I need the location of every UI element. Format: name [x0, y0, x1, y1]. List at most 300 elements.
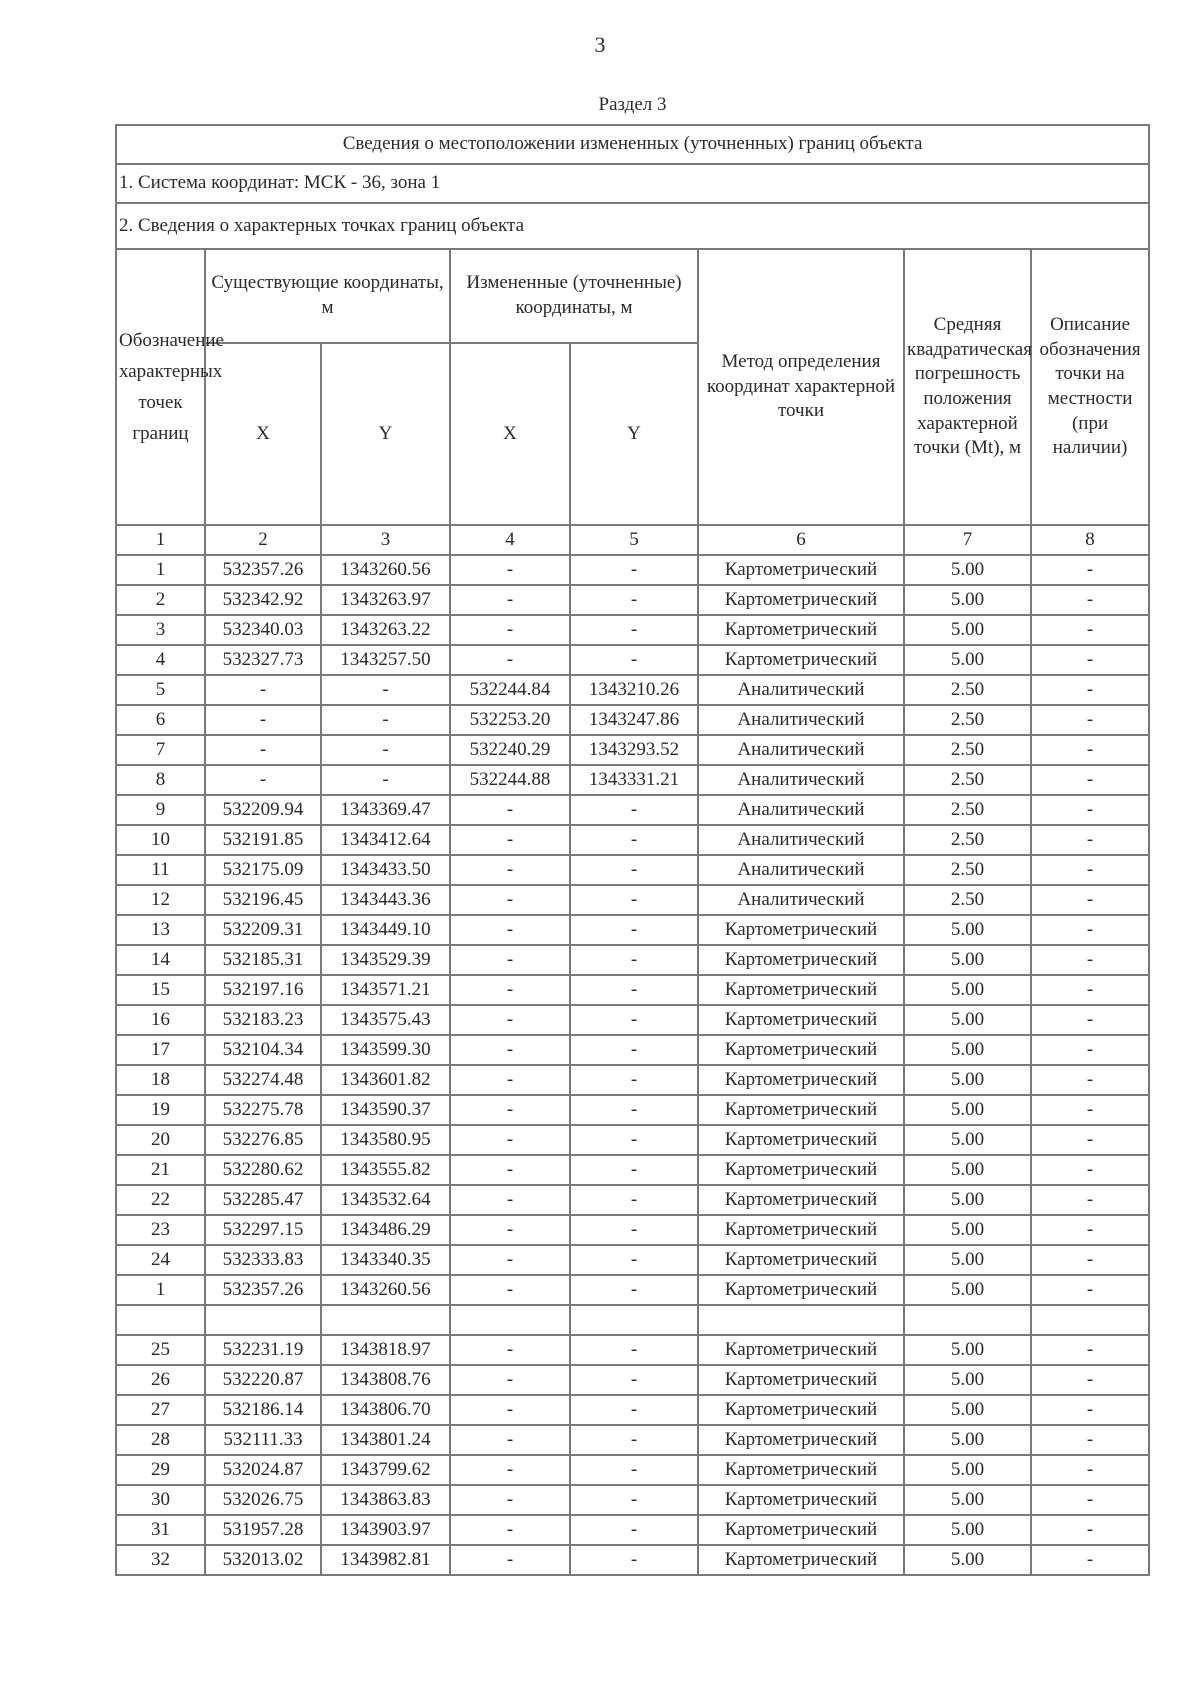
cell-mean-error: 5.00	[904, 1365, 1031, 1395]
cell-description: -	[1031, 1545, 1149, 1575]
table-row	[116, 1425, 1149, 1455]
cell-mean-error: 5.00	[904, 945, 1031, 975]
cell-point-number: 17	[116, 1035, 205, 1065]
cell-changed-x: -	[450, 915, 570, 945]
cell-existing-y: 1343599.30	[321, 1035, 450, 1065]
cell-existing-x: 532209.94	[205, 795, 321, 825]
points-heading-row	[116, 203, 1149, 249]
table-row	[116, 855, 1149, 885]
cell-description: -	[1031, 1245, 1149, 1275]
header-row-top	[116, 249, 1149, 343]
cell-existing-x: 532275.78	[205, 1095, 321, 1125]
header-method: Метод определения координат характерной точки	[698, 249, 904, 525]
cell-existing-y: 1343808.76	[321, 1365, 450, 1395]
cell-method: Картометрический	[698, 1365, 904, 1395]
cell-method: Картометрический	[698, 1185, 904, 1215]
cell-method: Аналитический	[698, 765, 904, 795]
cell-mean-error: 5.00	[904, 1425, 1031, 1455]
cell-changed-x: -	[450, 885, 570, 915]
header-description: Описание обозначения точки на местности (при наличии)	[1031, 249, 1149, 525]
cell-changed-y: 1343210.26	[570, 675, 698, 705]
cell-point-number: 15	[116, 975, 205, 1005]
header-existing-x: X	[205, 343, 321, 525]
column-number: 3	[321, 525, 450, 555]
cell-description: -	[1031, 1425, 1149, 1455]
cell-description: -	[1031, 765, 1149, 795]
cell-point-number: 23	[116, 1215, 205, 1245]
cell-mean-error: 5.00	[904, 1215, 1031, 1245]
cell-description: -	[1031, 735, 1149, 765]
cell-point-number: 27	[116, 1395, 205, 1425]
cell-existing-y: 1343369.47	[321, 795, 450, 825]
cell-description: -	[1031, 1395, 1149, 1425]
cell-changed-x: -	[450, 1335, 570, 1365]
cell-mean-error: 2.50	[904, 735, 1031, 765]
cell-existing-x: 532220.87	[205, 1365, 321, 1395]
table-row	[116, 1005, 1149, 1035]
cell-changed-x: -	[450, 1005, 570, 1035]
cell-method: Картометрический	[698, 1215, 904, 1245]
cell-changed-y: -	[570, 975, 698, 1005]
cell-existing-x: 532327.73	[205, 645, 321, 675]
cell-changed-x: -	[450, 1485, 570, 1515]
cell-existing-x: 532285.47	[205, 1185, 321, 1215]
cell-method: Картометрический	[698, 1005, 904, 1035]
cell-mean-error: 2.50	[904, 795, 1031, 825]
cell-existing-y: 1343806.70	[321, 1395, 450, 1425]
cell-changed-x: -	[450, 555, 570, 585]
cell-existing-y: 1343263.22	[321, 615, 450, 645]
cell-existing-x: 532026.75	[205, 1485, 321, 1515]
cell-method: Аналитический	[698, 705, 904, 735]
cell-changed-y	[570, 1305, 698, 1335]
cell-changed-x: 532244.88	[450, 765, 570, 795]
cell-changed-y: -	[570, 1095, 698, 1125]
cell-changed-x: -	[450, 1515, 570, 1545]
cell-existing-x: 531957.28	[205, 1515, 321, 1545]
cell-point-number: 14	[116, 945, 205, 975]
cell-method: Аналитический	[698, 825, 904, 855]
cell-point-number: 4	[116, 645, 205, 675]
cell-existing-x: 532197.16	[205, 975, 321, 1005]
cell-mean-error: 2.50	[904, 885, 1031, 915]
cell-changed-y: -	[570, 825, 698, 855]
cell-changed-y: -	[570, 645, 698, 675]
cell-method: Аналитический	[698, 735, 904, 765]
cell-point-number: 29	[116, 1455, 205, 1485]
cell-description: -	[1031, 1365, 1149, 1395]
cell-method: Картометрический	[698, 1245, 904, 1275]
cell-description: -	[1031, 1455, 1149, 1485]
cell-existing-y: 1343260.56	[321, 1275, 450, 1305]
cell-changed-y: -	[570, 855, 698, 885]
cell-existing-y: 1343863.83	[321, 1485, 450, 1515]
header-existing-y: Y	[321, 343, 450, 525]
points-heading: 2. Сведения о характерных точках границ объекта	[116, 203, 1149, 249]
table-title-row	[116, 125, 1149, 164]
cell-point-number: 9	[116, 795, 205, 825]
cell-existing-x: 532111.33	[205, 1425, 321, 1455]
cell-existing-x: -	[205, 735, 321, 765]
cell-point-number: 1	[116, 555, 205, 585]
table-row	[116, 1365, 1149, 1395]
cell-mean-error: 5.00	[904, 615, 1031, 645]
cell-changed-y: -	[570, 1215, 698, 1245]
cell-mean-error: 5.00	[904, 1035, 1031, 1065]
cell-changed-x: -	[450, 1365, 570, 1395]
cell-description: -	[1031, 825, 1149, 855]
cell-method	[698, 1305, 904, 1335]
cell-point-number: 20	[116, 1125, 205, 1155]
cell-changed-y: -	[570, 945, 698, 975]
cell-changed-x: 532244.84	[450, 675, 570, 705]
cell-method: Картометрический	[698, 1425, 904, 1455]
cell-description: -	[1031, 645, 1149, 675]
table-row	[116, 675, 1149, 705]
cell-method: Картометрический	[698, 555, 904, 585]
cell-existing-x: 532185.31	[205, 945, 321, 975]
cell-changed-x: -	[450, 645, 570, 675]
table-row	[116, 975, 1149, 1005]
cell-existing-y: 1343263.97	[321, 585, 450, 615]
cell-changed-y: -	[570, 585, 698, 615]
cell-description: -	[1031, 675, 1149, 705]
cell-changed-y: 1343293.52	[570, 735, 698, 765]
table-row	[116, 585, 1149, 615]
coordinate-system: 1. Система координат: МСК - 36, зона 1	[116, 164, 1149, 203]
cell-description: -	[1031, 855, 1149, 885]
cell-description: -	[1031, 705, 1149, 735]
cell-point-number: 2	[116, 585, 205, 615]
cell-description: -	[1031, 975, 1149, 1005]
cell-existing-y: 1343433.50	[321, 855, 450, 885]
header-changed-y: Y	[570, 343, 698, 525]
cell-existing-x: 532104.34	[205, 1035, 321, 1065]
cell-mean-error: 5.00	[904, 915, 1031, 945]
cell-changed-x: 532240.29	[450, 735, 570, 765]
cell-changed-x: -	[450, 945, 570, 975]
cell-description: -	[1031, 1485, 1149, 1515]
cell-description: -	[1031, 885, 1149, 915]
cell-mean-error: 5.00	[904, 585, 1031, 615]
table-row	[116, 1395, 1149, 1425]
cell-mean-error: 5.00	[904, 1455, 1031, 1485]
table-row	[116, 825, 1149, 855]
cell-existing-x	[205, 1305, 321, 1335]
table-row	[116, 645, 1149, 675]
cell-existing-y: 1343571.21	[321, 975, 450, 1005]
cell-changed-y: -	[570, 1335, 698, 1365]
cell-changed-y: -	[570, 885, 698, 915]
cell-method: Картометрический	[698, 1155, 904, 1185]
section-title: Раздел 3	[598, 94, 667, 115]
cell-mean-error: 5.00	[904, 1485, 1031, 1515]
cell-changed-x: -	[450, 1215, 570, 1245]
cell-mean-error: 5.00	[904, 1335, 1031, 1365]
cell-changed-x	[450, 1305, 570, 1335]
column-number: 4	[450, 525, 570, 555]
cell-point-number: 5	[116, 675, 205, 705]
cell-method: Картометрический	[698, 915, 904, 945]
table-row	[116, 1455, 1149, 1485]
cell-changed-y: -	[570, 1455, 698, 1485]
cell-method: Картометрический	[698, 1065, 904, 1095]
cell-mean-error: 5.00	[904, 1185, 1031, 1215]
table-row	[116, 1545, 1149, 1575]
cell-existing-x: 532013.02	[205, 1545, 321, 1575]
cell-method: Картометрический	[698, 1035, 904, 1065]
cell-method: Картометрический	[698, 1275, 904, 1305]
cell-description: -	[1031, 1155, 1149, 1185]
cell-existing-x: 532274.48	[205, 1065, 321, 1095]
cell-point-number: 32	[116, 1545, 205, 1575]
cell-point-number: 30	[116, 1485, 205, 1515]
cell-existing-y: 1343443.36	[321, 885, 450, 915]
cell-existing-y: 1343532.64	[321, 1185, 450, 1215]
column-numbers-row	[116, 525, 1149, 555]
table-row	[116, 1125, 1149, 1155]
cell-existing-y: 1343412.64	[321, 825, 450, 855]
cell-existing-y: -	[321, 675, 450, 705]
cell-changed-x: -	[450, 975, 570, 1005]
cell-changed-x: -	[450, 855, 570, 885]
cell-changed-y: -	[570, 1035, 698, 1065]
cell-existing-x: -	[205, 675, 321, 705]
cell-description: -	[1031, 1125, 1149, 1155]
cell-existing-x: -	[205, 765, 321, 795]
cell-existing-y: 1343903.97	[321, 1515, 450, 1545]
cell-existing-y: 1343590.37	[321, 1095, 450, 1125]
cell-changed-x: -	[450, 1065, 570, 1095]
cell-point-number: 11	[116, 855, 205, 885]
page-number: 3	[594, 32, 606, 57]
cell-changed-y: -	[570, 1485, 698, 1515]
cell-point-number: 22	[116, 1185, 205, 1215]
cell-mean-error: 2.50	[904, 675, 1031, 705]
cell-changed-y: -	[570, 1125, 698, 1155]
cell-changed-y: -	[570, 615, 698, 645]
column-number: 7	[904, 525, 1031, 555]
cell-point-number: 21	[116, 1155, 205, 1185]
cell-existing-y: 1343575.43	[321, 1005, 450, 1035]
cell-method: Картометрический	[698, 1125, 904, 1155]
cell-changed-y: -	[570, 1515, 698, 1545]
cell-existing-y: 1343555.82	[321, 1155, 450, 1185]
cell-existing-x: 532183.23	[205, 1005, 321, 1035]
cell-changed-x: -	[450, 1035, 570, 1065]
table-title: Сведения о местоположении измененных (уточненных) границ объекта	[116, 125, 1149, 164]
cell-changed-x: -	[450, 1125, 570, 1155]
cell-method: Картометрический	[698, 975, 904, 1005]
cell-method: Картометрический	[698, 945, 904, 975]
cell-changed-y: -	[570, 1005, 698, 1035]
cell-existing-x: 532357.26	[205, 1275, 321, 1305]
column-number: 1	[116, 525, 205, 555]
table-row	[116, 1485, 1149, 1515]
cell-method: Аналитический	[698, 675, 904, 705]
table-row	[116, 735, 1149, 765]
cell-method: Картометрический	[698, 1455, 904, 1485]
cell-description: -	[1031, 1185, 1149, 1215]
cell-description: -	[1031, 615, 1149, 645]
cell-point-number: 24	[116, 1245, 205, 1275]
header-changed-coords: Измененные (уточненные) координаты, м	[450, 249, 698, 343]
cell-point-number: 19	[116, 1095, 205, 1125]
cell-changed-x: -	[450, 1425, 570, 1455]
cell-existing-x: 532024.87	[205, 1455, 321, 1485]
cell-existing-x: 532276.85	[205, 1125, 321, 1155]
cell-description: -	[1031, 1005, 1149, 1035]
cell-changed-y: 1343247.86	[570, 705, 698, 735]
cell-changed-y: 1343331.21	[570, 765, 698, 795]
cell-changed-y: -	[570, 1245, 698, 1275]
table-row	[116, 1515, 1149, 1545]
table-row	[116, 1185, 1149, 1215]
cell-point-number: 16	[116, 1005, 205, 1035]
cell-changed-y: -	[570, 1185, 698, 1215]
cell-existing-y: 1343801.24	[321, 1425, 450, 1455]
coordinate-system-row	[116, 164, 1149, 203]
cell-method: Картометрический	[698, 1515, 904, 1545]
cell-point-number: 6	[116, 705, 205, 735]
cell-existing-y: 1343818.97	[321, 1335, 450, 1365]
cell-existing-x: 532280.62	[205, 1155, 321, 1185]
cell-description	[1031, 1305, 1149, 1335]
column-number: 5	[570, 525, 698, 555]
cell-changed-y: -	[570, 795, 698, 825]
cell-changed-x: -	[450, 615, 570, 645]
cell-changed-x: -	[450, 1545, 570, 1575]
cell-changed-x: -	[450, 1185, 570, 1215]
cell-mean-error: 5.00	[904, 1275, 1031, 1305]
cell-point-number: 31	[116, 1515, 205, 1545]
cell-point-number	[116, 1305, 205, 1335]
cell-method: Картометрический	[698, 1095, 904, 1125]
cell-changed-x: -	[450, 795, 570, 825]
cell-method: Картометрический	[698, 585, 904, 615]
cell-description: -	[1031, 1275, 1149, 1305]
table-row	[116, 1035, 1149, 1065]
cell-point-number: 13	[116, 915, 205, 945]
table-row-blank	[116, 1305, 1149, 1335]
cell-point-number: 8	[116, 765, 205, 795]
cell-existing-x: 532175.09	[205, 855, 321, 885]
table-row	[116, 915, 1149, 945]
cell-existing-y: 1343799.62	[321, 1455, 450, 1485]
cell-changed-y: -	[570, 1545, 698, 1575]
cell-changed-x: -	[450, 1275, 570, 1305]
table-row	[116, 1155, 1149, 1185]
cell-existing-y: 1343260.56	[321, 555, 450, 585]
table-row	[116, 765, 1149, 795]
cell-mean-error: 5.00	[904, 1125, 1031, 1155]
cell-mean-error: 5.00	[904, 1095, 1031, 1125]
cell-existing-x: 532340.03	[205, 615, 321, 645]
cell-changed-y: -	[570, 555, 698, 585]
cell-existing-x: 532342.92	[205, 585, 321, 615]
cell-changed-y: -	[570, 915, 698, 945]
cell-point-number: 1	[116, 1275, 205, 1305]
cell-mean-error: 5.00	[904, 975, 1031, 1005]
header-changed-x: X	[450, 343, 570, 525]
table-row	[116, 1335, 1149, 1365]
cell-description: -	[1031, 555, 1149, 585]
cell-changed-x: -	[450, 1395, 570, 1425]
cell-changed-x: -	[450, 1155, 570, 1185]
column-number: 6	[698, 525, 904, 555]
cell-point-number: 10	[116, 825, 205, 855]
table-row	[116, 1215, 1149, 1245]
cell-mean-error: 2.50	[904, 825, 1031, 855]
cell-existing-y: 1343340.35	[321, 1245, 450, 1275]
cell-changed-y: -	[570, 1065, 698, 1095]
cell-mean-error: 2.50	[904, 855, 1031, 885]
cell-mean-error: 5.00	[904, 1515, 1031, 1545]
cell-point-number: 28	[116, 1425, 205, 1455]
cell-changed-x: -	[450, 585, 570, 615]
cell-point-number: 3	[116, 615, 205, 645]
table-row	[116, 885, 1149, 915]
cell-description: -	[1031, 1335, 1149, 1365]
cell-changed-x: 532253.20	[450, 705, 570, 735]
table-row	[116, 1095, 1149, 1125]
cell-existing-x: 532186.14	[205, 1395, 321, 1425]
cell-method: Картометрический	[698, 615, 904, 645]
cell-existing-x: 532196.45	[205, 885, 321, 915]
cell-description: -	[1031, 915, 1149, 945]
cell-method: Картометрический	[698, 1395, 904, 1425]
cell-mean-error: 5.00	[904, 1155, 1031, 1185]
cell-description: -	[1031, 1215, 1149, 1245]
column-number: 8	[1031, 525, 1149, 555]
table-row	[116, 1065, 1149, 1095]
table-row	[116, 1275, 1149, 1305]
cell-mean-error: 5.00	[904, 1395, 1031, 1425]
cell-existing-y: 1343449.10	[321, 915, 450, 945]
cell-point-number: 26	[116, 1365, 205, 1395]
cell-point-number: 12	[116, 885, 205, 915]
cell-existing-x: 532209.31	[205, 915, 321, 945]
table-row	[116, 705, 1149, 735]
cell-changed-x: -	[450, 825, 570, 855]
cell-mean-error: 5.00	[904, 1065, 1031, 1095]
table-row	[116, 795, 1149, 825]
cell-changed-x: -	[450, 1245, 570, 1275]
cell-existing-y: -	[321, 705, 450, 735]
table-row	[116, 945, 1149, 975]
cell-description: -	[1031, 1035, 1149, 1065]
cell-changed-y: -	[570, 1155, 698, 1185]
cell-mean-error: 2.50	[904, 705, 1031, 735]
cell-changed-y: -	[570, 1425, 698, 1455]
table-row	[116, 615, 1149, 645]
cell-changed-y: -	[570, 1365, 698, 1395]
cell-mean-error: 5.00	[904, 555, 1031, 585]
cell-method: Картометрический	[698, 1545, 904, 1575]
cell-method: Картометрический	[698, 1485, 904, 1515]
cell-existing-y: 1343257.50	[321, 645, 450, 675]
cell-existing-x: 532231.19	[205, 1335, 321, 1365]
cell-point-number: 7	[116, 735, 205, 765]
cell-changed-x: -	[450, 1095, 570, 1125]
cell-existing-x: 532297.15	[205, 1215, 321, 1245]
cell-description: -	[1031, 1095, 1149, 1125]
table-row	[116, 555, 1149, 585]
cell-existing-x: 532191.85	[205, 825, 321, 855]
cell-method: Аналитический	[698, 795, 904, 825]
cell-point-number: 25	[116, 1335, 205, 1365]
cell-method: Картометрический	[698, 1335, 904, 1365]
